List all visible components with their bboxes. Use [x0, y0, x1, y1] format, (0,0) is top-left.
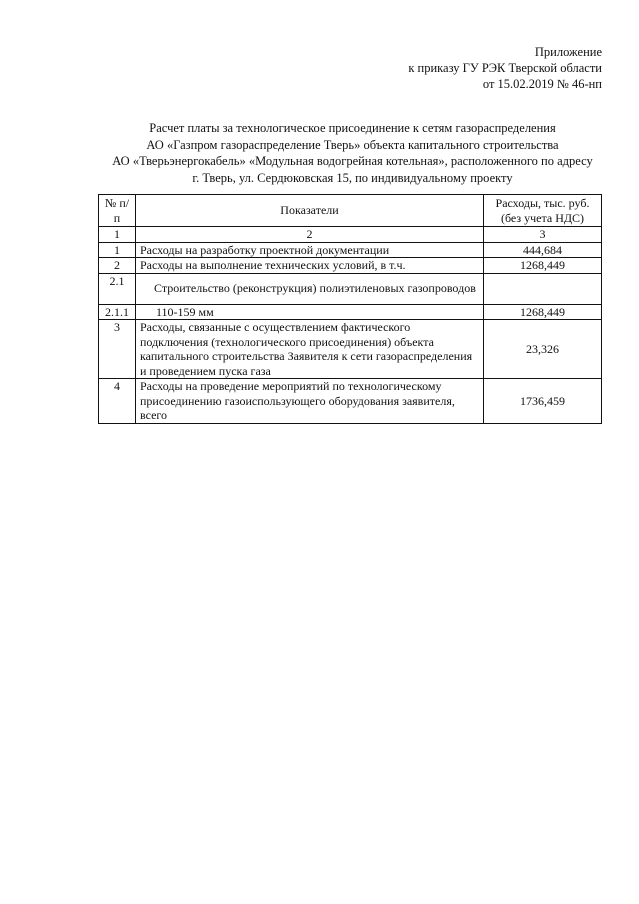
- appendix-line-1: Приложение: [534, 45, 602, 59]
- title-line-2: АО «Газпром газораспределение Тверь» объекта капитального строительства: [146, 137, 559, 152]
- row-num: 2.1: [99, 273, 136, 304]
- title-line-3: АО «Тверьэнергокабель» «Модульная водогрейная котельная», расположенного по адресу: [112, 154, 593, 168]
- appendix-line-3: от 15.02.2019 № 46-нп: [482, 77, 602, 91]
- row-name: Расходы на проведение мероприятий по технологическому присоединению газоиспользующего оборудования заявителя, всего: [136, 379, 484, 424]
- header-num: № п/п: [99, 195, 136, 227]
- row-value: 1268,449: [484, 304, 602, 320]
- row-num: 4: [99, 379, 136, 424]
- table-row: [99, 320, 602, 379]
- row-value: 444,684: [484, 242, 602, 258]
- appendix-line-2: к приказу ГУ РЭК Тверской области: [408, 61, 602, 75]
- row-value: 1268,449: [484, 258, 602, 274]
- row-value: [484, 273, 602, 304]
- appendix-block: [408, 44, 602, 92]
- row-num: 2.1.1: [99, 304, 136, 320]
- row-name: Расходы на выполнение технических условий, в т.ч.: [136, 258, 484, 274]
- table-column-numbers-row: [99, 227, 602, 243]
- table-row: [99, 258, 602, 274]
- header-value: Расходы, тыс. руб. (без учета НДС): [484, 195, 602, 227]
- row-num: 3: [99, 320, 136, 379]
- table-row: [99, 304, 602, 320]
- cost-table: [98, 194, 602, 424]
- table-row: [99, 242, 602, 258]
- title-line-1: Расчет платы за технологическое присоединение к сетям газораспределения: [149, 121, 556, 135]
- row-name: Расходы на разработку проектной документации: [136, 242, 484, 258]
- row-name: Расходы, связанные с осуществлением фактического подключения (технологического присоединения) объекта капитального строительства Заявителя к сети газораспределения и проведением пуска газа: [136, 320, 484, 379]
- title-line-4: г. Тверь, ул. Сердюковская 15, по индивидуальному проекту: [192, 170, 513, 185]
- row-value: 23,326: [484, 320, 602, 379]
- table-row: [99, 273, 602, 304]
- document-title: [80, 120, 625, 186]
- col-number-1: 1: [99, 227, 136, 243]
- row-name: 110-159 мм: [136, 304, 484, 320]
- table-row: [99, 379, 602, 424]
- col-number-3: 3: [484, 227, 602, 243]
- row-value: 1736,459: [484, 379, 602, 424]
- row-num: 1: [99, 242, 136, 258]
- header-name: Показатели: [136, 195, 484, 227]
- col-number-2: 2: [136, 227, 484, 243]
- row-num: 2: [99, 258, 136, 274]
- row-name: Строительство (реконструкция) полиэтиленовых газопроводов: [136, 273, 484, 304]
- table-header-row: [99, 195, 602, 227]
